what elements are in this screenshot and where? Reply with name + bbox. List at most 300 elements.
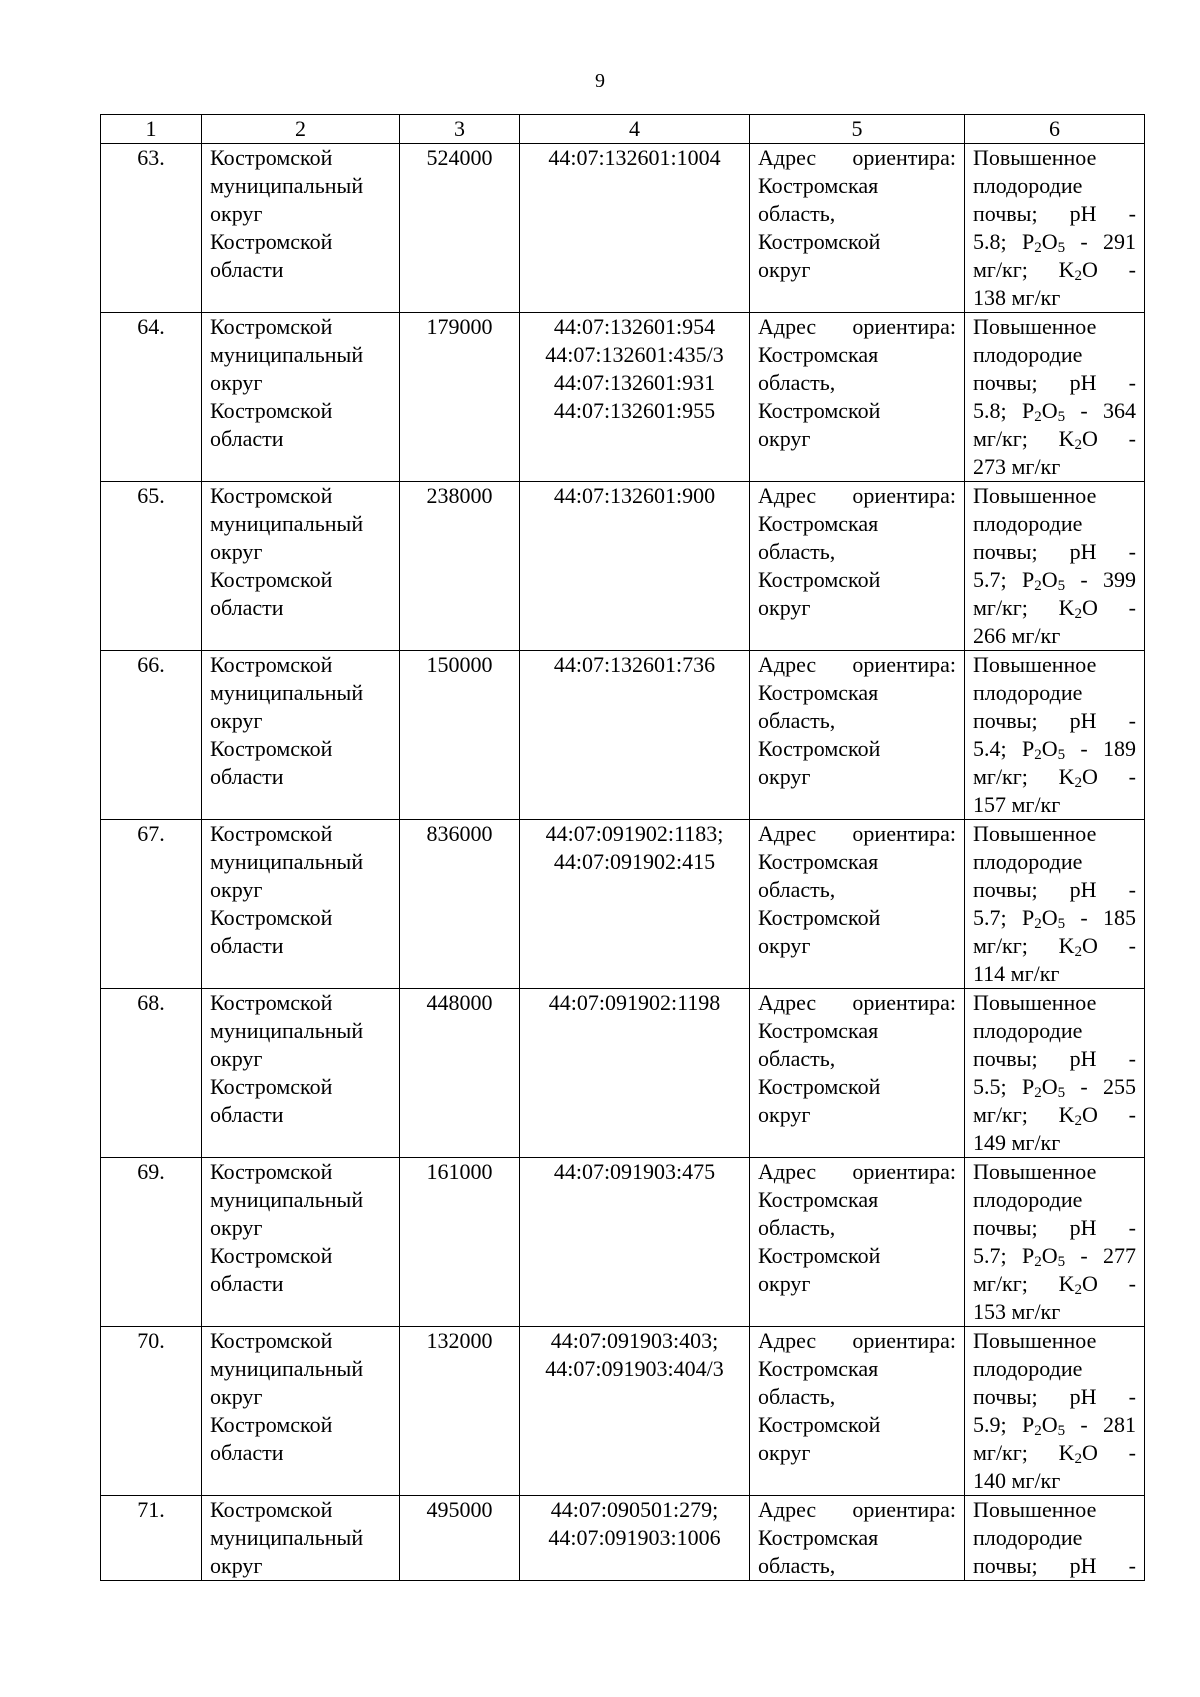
address-cell <box>750 1496 965 1581</box>
potassium-value: 140 мг/кг <box>973 1468 1061 1493</box>
potassium-suffix: O - <box>1082 1102 1136 1127</box>
land-plots-table <box>100 114 1145 1581</box>
address-line: Костромская <box>758 511 879 536</box>
soil-potassium-line <box>973 1101 1136 1129</box>
area-cell: 836000 <box>400 820 520 989</box>
formula-subscript: 2 <box>1074 606 1083 622</box>
area-cell: 238000 <box>400 482 520 651</box>
address-cell <box>750 820 965 989</box>
address-cell <box>750 1158 965 1327</box>
phosphorus-formula <box>1022 567 1065 592</box>
cadastral-cell <box>520 482 750 651</box>
ph-value: 5.9; <box>973 1412 1007 1437</box>
formula-subscript: 5 <box>1057 1085 1066 1101</box>
address-line: округ <box>758 764 811 789</box>
cadastral-number: 44:07:091903:403; <box>550 1328 719 1353</box>
potassium-suffix: O - <box>1082 764 1136 789</box>
soil-phosphorus-line <box>973 1242 1136 1270</box>
potassium-value: 114 мг/кг <box>973 961 1060 986</box>
phosphorus-value: - 255 <box>1080 1074 1137 1099</box>
ph-value: 5.4; <box>973 736 1007 761</box>
row-number: 70. <box>101 1327 202 1496</box>
address-cell <box>750 1327 965 1496</box>
municipality-line: области <box>210 764 284 789</box>
municipality-line: округ <box>210 1553 263 1578</box>
potassium-prefix: мг/кг; K <box>973 257 1075 282</box>
soil-line: плодородие <box>973 1356 1083 1381</box>
municipality-cell <box>202 482 400 651</box>
soil-line: Повышенное <box>973 821 1097 846</box>
formula-subscript: 5 <box>1057 747 1066 763</box>
formula-subscript: 5 <box>1057 240 1066 256</box>
soil-cell <box>965 144 1145 313</box>
soil-cell <box>965 820 1145 989</box>
cadastral-number: 44:07:091902:1183; <box>545 821 724 846</box>
row-number: 68. <box>101 989 202 1158</box>
potassium-suffix: O - <box>1082 426 1136 451</box>
cadastral-cell <box>520 820 750 989</box>
formula-subscript: 2 <box>1034 578 1042 594</box>
municipality-line: муниципальный <box>210 1187 364 1212</box>
soil-cell <box>965 313 1145 482</box>
municipality-line: Костромской <box>210 736 333 761</box>
municipality-line: Костромской <box>210 821 333 846</box>
phosphorus-formula <box>1022 229 1065 254</box>
formula-element: O <box>1041 1243 1058 1268</box>
row-number: 69. <box>101 1158 202 1327</box>
potassium-value: 138 мг/кг <box>973 285 1061 310</box>
soil-potassium-line <box>973 763 1136 791</box>
municipality-line: Костромской <box>210 905 333 930</box>
potassium-suffix: O - <box>1082 933 1136 958</box>
soil-potassium-line <box>973 1439 1136 1467</box>
column-header: 6 <box>965 115 1145 144</box>
column-header: 3 <box>400 115 520 144</box>
cadastral-number: 44:07:090501:279; <box>550 1497 719 1522</box>
potassium-value: 157 мг/кг <box>973 792 1061 817</box>
soil-line: Повышенное <box>973 652 1097 677</box>
soil-phosphorus-line <box>973 397 1136 425</box>
row-number: 65. <box>101 482 202 651</box>
soil-line: плодородие <box>973 1187 1083 1212</box>
row-number: 64. <box>101 313 202 482</box>
soil-cell <box>965 1496 1145 1581</box>
municipality-line: муниципальный <box>210 1525 364 1550</box>
address-line: область, <box>758 370 836 395</box>
municipality-line: области <box>210 426 284 451</box>
address-line: Костромская <box>758 342 879 367</box>
formula-subscript: 5 <box>1057 1254 1066 1270</box>
soil-line: плодородие <box>973 173 1083 198</box>
row-number: 63. <box>101 144 202 313</box>
area-cell: 524000 <box>400 144 520 313</box>
cadastral-number: 44:07:091903:404/3 <box>545 1356 724 1381</box>
formula-subscript: 2 <box>1074 1113 1083 1129</box>
phosphorus-value: - 189 <box>1080 736 1137 761</box>
formula-subscript: 2 <box>1034 1254 1042 1270</box>
address-line: Адрес ориентира: <box>758 990 956 1015</box>
area-cell: 179000 <box>400 313 520 482</box>
soil-line: почвы; pH - <box>973 370 1136 395</box>
formula-subscript: 5 <box>1057 1423 1066 1439</box>
address-line: Адрес ориентира: <box>758 483 956 508</box>
municipality-line: Костромской <box>210 398 333 423</box>
cadastral-number: 44:07:091903:1006 <box>548 1525 721 1550</box>
municipality-line: Костромской <box>210 567 333 592</box>
ph-value: 5.8; <box>973 229 1007 254</box>
formula-element: P <box>1021 1074 1035 1099</box>
cadastral-number: 44:07:132601:900 <box>553 483 716 508</box>
address-line: Костромской <box>758 905 881 930</box>
cadastral-cell <box>520 1327 750 1496</box>
address-line: Костромской <box>758 398 881 423</box>
soil-potassium-line <box>973 1270 1136 1298</box>
potassium-suffix: O - <box>1082 1440 1136 1465</box>
address-line: область, <box>758 539 836 564</box>
phosphorus-value: - 364 <box>1080 398 1137 423</box>
address-line: область, <box>758 877 836 902</box>
phosphorus-formula <box>1022 1243 1065 1268</box>
address-line: область, <box>758 1046 836 1071</box>
soil-line: почвы; pH - <box>973 539 1136 564</box>
address-line: Костромской <box>758 736 881 761</box>
soil-potassium-line <box>973 256 1136 284</box>
formula-subscript: 2 <box>1034 409 1042 425</box>
soil-phosphorus-line <box>973 566 1136 594</box>
address-line: Костромская <box>758 1187 879 1212</box>
address-line: Костромская <box>758 849 879 874</box>
formula-subscript: 2 <box>1034 1085 1042 1101</box>
municipality-cell <box>202 1327 400 1496</box>
soil-potassium-line <box>973 594 1136 622</box>
municipality-line: округ <box>210 201 263 226</box>
address-line: Костромской <box>758 229 881 254</box>
table-header-row <box>101 115 1145 144</box>
address-line: Костромской <box>758 1243 881 1268</box>
address-line: Адрес ориентира: <box>758 652 956 677</box>
potassium-prefix: мг/кг; K <box>973 1102 1075 1127</box>
address-line: область, <box>758 1215 836 1240</box>
municipality-line: области <box>210 257 284 282</box>
soil-cell <box>965 482 1145 651</box>
potassium-prefix: мг/кг; K <box>973 1440 1075 1465</box>
municipality-line: Костромской <box>210 1159 333 1184</box>
phosphorus-value: - 277 <box>1080 1243 1137 1268</box>
potassium-suffix: O - <box>1082 595 1136 620</box>
address-line: округ <box>758 1271 811 1296</box>
address-line: Адрес ориентира: <box>758 1159 956 1184</box>
phosphorus-formula <box>1022 1412 1065 1437</box>
address-line: Адрес ориентира: <box>758 1497 956 1522</box>
municipality-line: округ <box>210 1384 263 1409</box>
municipality-cell <box>202 989 400 1158</box>
soil-line: плодородие <box>973 342 1083 367</box>
municipality-line: округ <box>210 877 263 902</box>
phosphorus-formula <box>1022 736 1065 761</box>
municipality-line: муниципальный <box>210 511 364 536</box>
table-row <box>101 1327 1145 1496</box>
municipality-cell <box>202 820 400 989</box>
municipality-line: Костромской <box>210 1412 333 1437</box>
municipality-line: Костромской <box>210 1074 333 1099</box>
cadastral-number: 44:07:132601:736 <box>553 652 716 677</box>
table-row <box>101 820 1145 989</box>
formula-subscript: 5 <box>1057 578 1066 594</box>
cadastral-number: 44:07:132601:1004 <box>548 145 721 170</box>
soil-line: плодородие <box>973 511 1083 536</box>
cadastral-number: 44:07:091902:1198 <box>548 990 721 1015</box>
formula-subscript: 2 <box>1074 1282 1083 1298</box>
municipality-line: области <box>210 1102 284 1127</box>
address-cell <box>750 989 965 1158</box>
soil-line: плодородие <box>973 1018 1083 1043</box>
soil-line: почвы; pH - <box>973 1384 1136 1409</box>
soil-line: Повышенное <box>973 1328 1097 1353</box>
soil-phosphorus-line <box>973 735 1136 763</box>
soil-line: почвы; pH - <box>973 1215 1136 1240</box>
soil-line: почвы; pH - <box>973 1553 1136 1578</box>
municipality-cell <box>202 144 400 313</box>
cadastral-number: 44:07:132601:955 <box>553 398 716 423</box>
area-cell: 132000 <box>400 1327 520 1496</box>
formula-element: P <box>1021 398 1035 423</box>
address-line: область, <box>758 201 836 226</box>
formula-element: O <box>1041 398 1058 423</box>
table-row <box>101 1158 1145 1327</box>
phosphorus-value: - 399 <box>1080 567 1137 592</box>
area-cell: 161000 <box>400 1158 520 1327</box>
ph-value: 5.5; <box>973 1074 1007 1099</box>
municipality-line: Костромской <box>210 1328 333 1353</box>
column-header: 5 <box>750 115 965 144</box>
address-line: Костромской <box>758 1412 881 1437</box>
address-cell <box>750 482 965 651</box>
formula-subscript: 2 <box>1074 1451 1083 1467</box>
municipality-line: Костромской <box>210 314 333 339</box>
cadastral-cell <box>520 651 750 820</box>
table-row <box>101 482 1145 651</box>
area-cell: 448000 <box>400 989 520 1158</box>
ph-value: 5.8; <box>973 398 1007 423</box>
cadastral-number: 44:07:132601:954 <box>553 314 716 339</box>
formula-element: O <box>1041 1074 1058 1099</box>
potassium-value: 266 мг/кг <box>973 623 1061 648</box>
address-cell <box>750 651 965 820</box>
address-line: округ <box>758 1440 811 1465</box>
municipality-cell <box>202 651 400 820</box>
column-header: 1 <box>101 115 202 144</box>
address-line: Костромская <box>758 1356 879 1381</box>
phosphorus-value: - 185 <box>1080 905 1137 930</box>
area-cell: 150000 <box>400 651 520 820</box>
municipality-line: Костромской <box>210 1243 333 1268</box>
address-line: округ <box>758 426 811 451</box>
address-line: Костромская <box>758 680 879 705</box>
address-line: область, <box>758 1384 836 1409</box>
table-row <box>101 989 1145 1158</box>
municipality-line: муниципальный <box>210 680 364 705</box>
soil-line: Повышенное <box>973 1159 1097 1184</box>
municipality-line: Костромской <box>210 145 333 170</box>
cadastral-cell <box>520 1496 750 1581</box>
municipality-line: округ <box>210 1215 263 1240</box>
municipality-line: области <box>210 1440 284 1465</box>
phosphorus-value: - 291 <box>1080 229 1137 254</box>
formula-subscript: 5 <box>1057 916 1066 932</box>
municipality-cell <box>202 1158 400 1327</box>
formula-element: O <box>1041 567 1058 592</box>
soil-line: почвы; pH - <box>973 708 1136 733</box>
soil-potassium-line <box>973 425 1136 453</box>
formula-subscript: 2 <box>1074 944 1083 960</box>
municipality-line: муниципальный <box>210 849 364 874</box>
address-line: Костромской <box>758 567 881 592</box>
potassium-prefix: мг/кг; K <box>973 1271 1075 1296</box>
row-number: 67. <box>101 820 202 989</box>
soil-line: плодородие <box>973 680 1083 705</box>
ph-value: 5.7; <box>973 905 1007 930</box>
soil-line: Повышенное <box>973 145 1097 170</box>
soil-potassium-line <box>973 932 1136 960</box>
soil-line: Повышенное <box>973 314 1097 339</box>
potassium-prefix: мг/кг; K <box>973 933 1075 958</box>
municipality-line: Костромской <box>210 229 333 254</box>
soil-line: Повышенное <box>973 1497 1097 1522</box>
address-line: округ <box>758 933 811 958</box>
potassium-prefix: мг/кг; K <box>973 595 1075 620</box>
soil-line: Повышенное <box>973 990 1097 1015</box>
municipality-line: муниципальный <box>210 1018 364 1043</box>
potassium-value: 273 мг/кг <box>973 454 1061 479</box>
potassium-value: 153 мг/кг <box>973 1299 1061 1324</box>
formula-element: P <box>1021 567 1035 592</box>
cadastral-cell <box>520 144 750 313</box>
phosphorus-formula <box>1022 1074 1065 1099</box>
ph-value: 5.7; <box>973 567 1007 592</box>
formula-element: P <box>1021 229 1035 254</box>
soil-cell <box>965 1327 1145 1496</box>
ph-value: 5.7; <box>973 1243 1007 1268</box>
row-number: 71. <box>101 1496 202 1581</box>
address-line: область, <box>758 1553 836 1578</box>
address-cell <box>750 144 965 313</box>
soil-line: плодородие <box>973 849 1083 874</box>
address-line: Адрес ориентира: <box>758 1328 956 1353</box>
formula-subscript: 2 <box>1074 775 1083 791</box>
address-line: область, <box>758 708 836 733</box>
address-line: Костромская <box>758 173 879 198</box>
phosphorus-formula <box>1022 398 1065 423</box>
formula-element: O <box>1041 1412 1058 1437</box>
address-line: Костромской <box>758 1074 881 1099</box>
page-number: 9 <box>595 70 605 92</box>
formula-element: P <box>1021 905 1035 930</box>
address-line: Костромская <box>758 1018 879 1043</box>
column-header: 2 <box>202 115 400 144</box>
address-cell <box>750 313 965 482</box>
formula-element: P <box>1021 736 1035 761</box>
address-line: Костромская <box>758 1525 879 1550</box>
cadastral-number: 44:07:091902:415 <box>553 849 716 874</box>
soil-phosphorus-line <box>973 1073 1136 1101</box>
soil-phosphorus-line <box>973 1411 1136 1439</box>
potassium-value: 149 мг/кг <box>973 1130 1061 1155</box>
municipality-line: округ <box>210 708 263 733</box>
column-header: 4 <box>520 115 750 144</box>
municipality-line: муниципальный <box>210 173 364 198</box>
soil-cell <box>965 989 1145 1158</box>
municipality-line: округ <box>210 370 263 395</box>
formula-subscript: 2 <box>1034 1423 1042 1439</box>
municipality-line: области <box>210 933 284 958</box>
formula-element: O <box>1041 905 1058 930</box>
potassium-suffix: O - <box>1082 257 1136 282</box>
formula-element: O <box>1041 229 1058 254</box>
address-line: Адрес ориентира: <box>758 821 956 846</box>
cadastral-cell <box>520 1158 750 1327</box>
soil-line: почвы; pH - <box>973 877 1136 902</box>
soil-phosphorus-line <box>973 904 1136 932</box>
formula-subscript: 2 <box>1034 240 1042 256</box>
formula-element: O <box>1041 736 1058 761</box>
soil-line: Повышенное <box>973 483 1097 508</box>
formula-element: P <box>1021 1243 1035 1268</box>
table-row <box>101 313 1145 482</box>
cadastral-number: 44:07:091903:475 <box>553 1159 716 1184</box>
formula-element: P <box>1021 1412 1035 1437</box>
table-row <box>101 1496 1145 1581</box>
potassium-suffix: O - <box>1082 1271 1136 1296</box>
soil-phosphorus-line <box>973 228 1136 256</box>
potassium-prefix: мг/кг; K <box>973 426 1075 451</box>
potassium-prefix: мг/кг; K <box>973 764 1075 789</box>
soil-line: плодородие <box>973 1525 1083 1550</box>
address-line: округ <box>758 595 811 620</box>
row-number: 66. <box>101 651 202 820</box>
formula-subscript: 2 <box>1034 916 1042 932</box>
municipality-cell <box>202 313 400 482</box>
address-line: Адрес ориентира: <box>758 145 956 170</box>
address-line: округ <box>758 1102 811 1127</box>
formula-subscript: 2 <box>1074 437 1083 453</box>
soil-line: почвы; pH - <box>973 1046 1136 1071</box>
formula-subscript: 2 <box>1074 268 1083 284</box>
cadastral-cell <box>520 313 750 482</box>
soil-line: почвы; pH - <box>973 201 1136 226</box>
phosphorus-value: - 281 <box>1080 1412 1137 1437</box>
address-line: округ <box>758 257 811 282</box>
formula-subscript: 5 <box>1057 409 1066 425</box>
soil-cell <box>965 651 1145 820</box>
municipality-line: муниципальный <box>210 1356 364 1381</box>
formula-subscript: 2 <box>1034 747 1042 763</box>
area-cell: 495000 <box>400 1496 520 1581</box>
cadastral-cell <box>520 989 750 1158</box>
municipality-line: муниципальный <box>210 342 364 367</box>
soil-cell <box>965 1158 1145 1327</box>
municipality-cell <box>202 1496 400 1581</box>
municipality-line: округ <box>210 539 263 564</box>
municipality-line: Костромской <box>210 990 333 1015</box>
municipality-line: области <box>210 595 284 620</box>
table-row <box>101 144 1145 313</box>
table-row <box>101 651 1145 820</box>
phosphorus-formula <box>1022 905 1065 930</box>
municipality-line: области <box>210 1271 284 1296</box>
municipality-line: Костромской <box>210 652 333 677</box>
municipality-line: Костромской <box>210 1497 333 1522</box>
cadastral-number: 44:07:132601:435/3 <box>545 342 724 367</box>
